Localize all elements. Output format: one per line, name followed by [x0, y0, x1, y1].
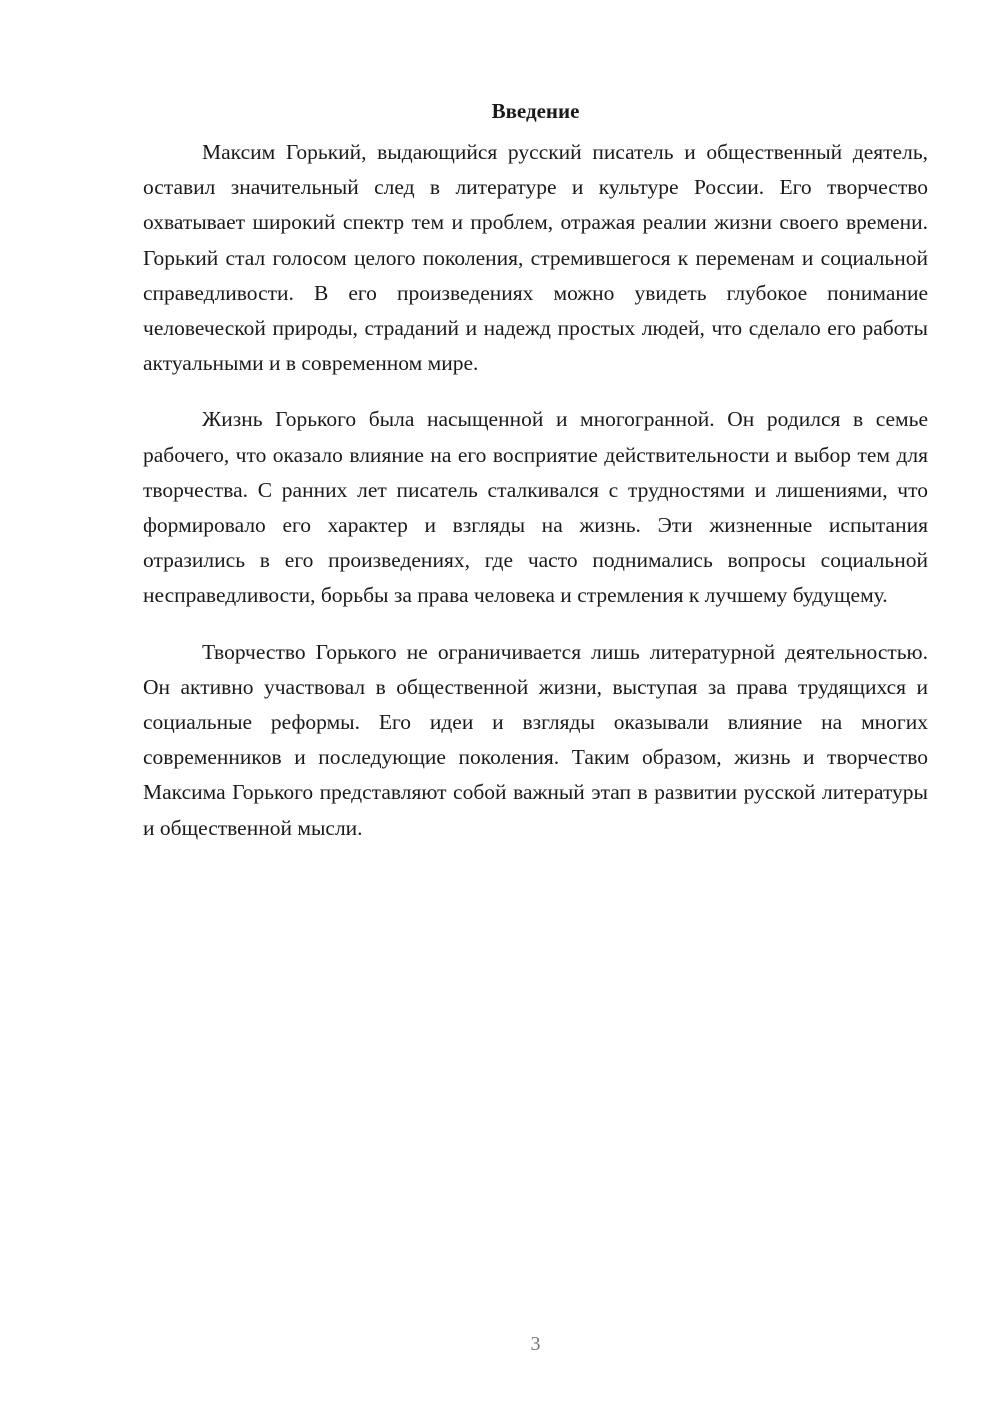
- section-heading: Введение: [491, 99, 580, 123]
- page-number: 3: [530, 1333, 541, 1355]
- paragraph: Жизнь Горького была насыщенной и многогранной. Он родился в семье рабочего, что оказало влияние на его восприятие действительности и выбор тем для творчества. С ранних лет писатель сталкивался с трудностями и лишениями, что формировало его характер и взгляды на жизнь. Эти жизненные испытания отразились в его произведениях, где часто поднимались вопросы социальной несправедливости, борьбы за права человека и стремления к лучшему будущему.: [143, 407, 928, 608]
- paragraph: Творчество Горького не ограничивается лишь литературной деятельностью. Он активно участвовал в общественной жизни, выступая за права трудящихся и социальные реформы. Его идеи и взгляды оказывали влияние на многих современников и последующие поколения. Таким образом, жизнь и творчество Максима Горького представляют собой важный этап в развитии русской литературы и общественной мысли.: [143, 639, 928, 840]
- paragraph: Максим Горький, выдающийся русский писатель и общественный деятель, оставил значительный след в литературе и культуре России. Его творчество охватывает широкий спектр тем и проблем, отражая реалии жизни своего времени. Горький стал голосом целого поколения, стремившегося к переменам и социальной справедливости. В его произведениях можно увидеть глубокое понимание человеческой природы, страданий и надежд простых людей, что сделало его работы актуальными и в современном мире.: [143, 140, 928, 376]
- page-content: [143, 93, 928, 846]
